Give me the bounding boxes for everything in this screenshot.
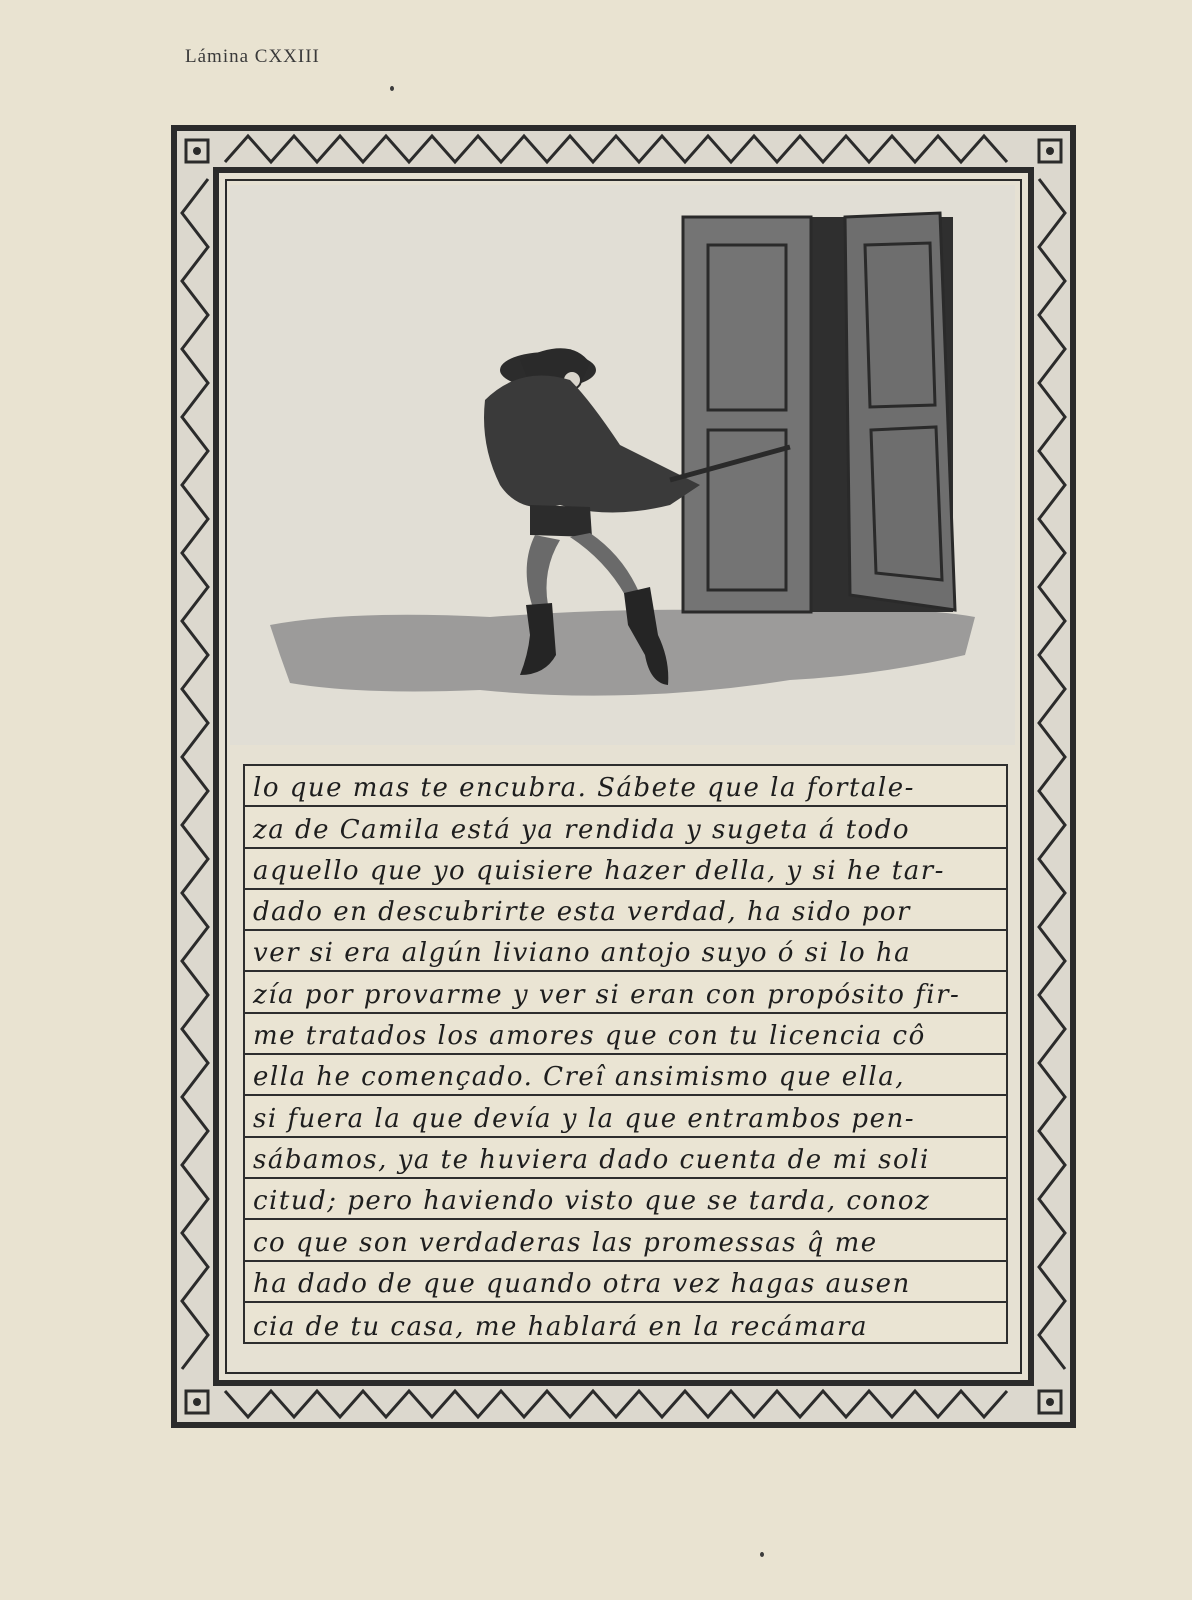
open-door — [683, 213, 955, 612]
text-line: aquello que yo quisiere hazer della, y si he tar- — [245, 849, 1006, 890]
manuscript-text-box — [243, 764, 1008, 1344]
text-line: citud; pero haviendo visto que se tarda, conoz — [245, 1179, 1006, 1220]
text-line: za de Camila está ya rendida y sugeta á todo — [245, 807, 1006, 848]
paper-speck — [760, 1552, 764, 1557]
text-line: ella he començado. Creî ansimismo que ella, — [245, 1055, 1006, 1096]
text-line: ha dado de que quando otra vez hagas ausen — [245, 1262, 1006, 1303]
illustration-scene — [230, 185, 1015, 745]
plate-label: Lámina CXXIII — [185, 46, 320, 67]
text-line: co que son verdaderas las promessas q̂ me — [245, 1220, 1006, 1261]
text-line: zía por provarme y ver si eran con propósito fir- — [245, 972, 1006, 1013]
text-line: si fuera la que devía y la que entrambos pen- — [245, 1096, 1006, 1137]
text-line: ver si era algún liviano antojo suyo ó si lo ha — [245, 931, 1006, 972]
text-line: dado en descubrirte esta verdad, ha sido por — [245, 890, 1006, 931]
text-line: me tratados los amores que con tu licencia cô — [245, 1014, 1006, 1055]
text-line: sábamos, ya te huviera dado cuenta de mi soli — [245, 1138, 1006, 1179]
text-line: lo que mas te encubra. Sábete que la fortale- — [245, 766, 1006, 807]
paper-speck — [390, 86, 394, 91]
text-line: cia de tu casa, me hablará en la recámara — [253, 1312, 868, 1343]
